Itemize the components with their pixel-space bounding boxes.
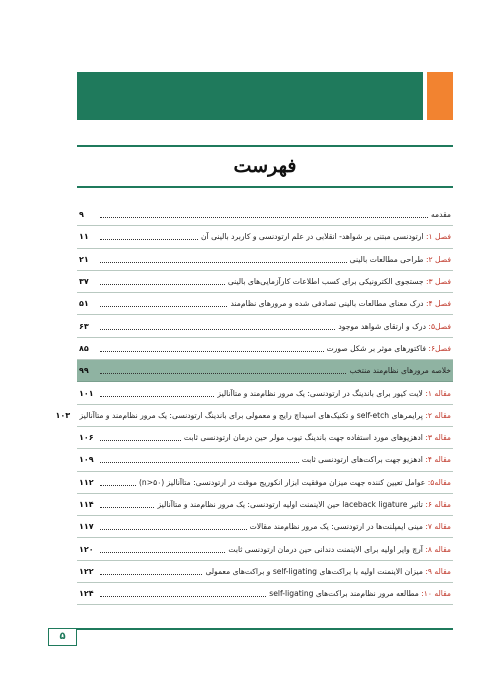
toc-entry-title: ادهزیو جهت براکت‌های ارتودنسی ثابت [301, 455, 426, 465]
toc-entry-prefix: مقاله ۱: [425, 388, 451, 398]
toc-entry[interactable] [55, 405, 453, 427]
footer-rule [77, 628, 453, 630]
toc-leader-dots [100, 345, 324, 352]
toc-entry-label [350, 255, 451, 264]
toc-entry-label [217, 389, 451, 398]
toc-entry-prefix: فصل ۲: [425, 254, 451, 264]
toc-page-number: ۵۱ [79, 299, 89, 309]
header-accent-block [427, 72, 453, 120]
toc-entry-title: خلاصه مرورهای نظام‌مند منتخب [349, 366, 451, 376]
toc-entry[interactable] [77, 427, 453, 449]
toc-entry-label [302, 455, 451, 464]
header-banner [77, 72, 423, 120]
table-of-contents [55, 204, 453, 605]
toc-entry-title: مینی ایمپلنت‌ها در ارتودنسی: یک مرور نظام‌مند مقالات [249, 522, 426, 532]
toc-entry[interactable] [77, 360, 453, 382]
toc-entry-prefix: مقاله ۳: [425, 433, 451, 443]
toc-entry-title: ارتودنسی مبتنی بر شواهد- انقلابی در علم ارتودنسی و کاربرد بالینی آن [200, 232, 426, 242]
toc-entry-title: مقدمه [430, 210, 451, 220]
toc-page-number: ۳۷ [79, 277, 89, 287]
toc-entry[interactable] [77, 538, 453, 560]
toc-page-number: ۱۰۳ [55, 410, 71, 420]
title-rule-top [77, 145, 453, 147]
toc-entry-label [228, 545, 451, 554]
toc-leader-dots [100, 434, 181, 441]
toc-leader-dots [100, 590, 266, 597]
page-title: فهرست [233, 155, 297, 177]
title-rule-bottom [77, 186, 453, 188]
toc-entry[interactable] [77, 583, 453, 605]
toc-entry-title: فاکتورهای موثر بر شکل صورت [326, 343, 429, 353]
toc-page-number: ۱۰۱ [79, 388, 94, 398]
toc-entry[interactable] [77, 315, 453, 337]
toc-page-number: ۱۱۷ [79, 522, 94, 532]
toc-entry-label [338, 322, 451, 331]
toc-entry-title: آرچ وایر اولیه برای الاینمنت دندانی حین درمان ارتودنسی ثابت [228, 544, 426, 554]
toc-leader-dots [100, 300, 227, 307]
toc-page-number: ۱۰۹ [79, 455, 94, 465]
toc-page-number: ۱۰۶ [79, 433, 94, 443]
toc-entry[interactable] [77, 204, 453, 226]
toc-entry[interactable] [77, 561, 453, 583]
toc-entry-label [157, 500, 451, 509]
toc-entry-prefix: فصل۵: [428, 321, 451, 331]
toc-page-number: ۸۵ [79, 343, 89, 353]
toc-leader-dots [100, 233, 198, 240]
toc-entry-title: مطالعه مرور نظام‌مند براکت‌های self-ligating [269, 589, 422, 599]
toc-entry-label [228, 277, 451, 286]
toc-entry-prefix: فصل ۴: [425, 299, 451, 309]
toc-leader-dots [100, 256, 347, 263]
toc-page-number: ۱۲۴ [79, 589, 94, 599]
toc-leader-dots [100, 479, 136, 486]
toc-entry-prefix: مقاله ۸: [425, 544, 451, 554]
toc-entry-prefix: مقاله ۶: [425, 500, 451, 509]
toc-entry-label [269, 589, 451, 598]
toc-entry-prefix: فصل ۳: [425, 277, 451, 287]
toc-entry[interactable] [77, 382, 453, 404]
toc-entry-prefix: فصل۶: [428, 343, 451, 353]
toc-entry-label [184, 433, 451, 442]
toc-entry-title: میزان الاینمنت اولیه با براکت‌های self-ligating و براکت‌های معمولی [205, 566, 426, 576]
toc-page-number: ۱۱ [79, 232, 89, 242]
toc-entry[interactable] [77, 494, 453, 516]
toc-page-number: ۱۲۰ [79, 544, 94, 554]
toc-page-number: ۱۱۲ [79, 477, 94, 487]
page-number: ۵ [48, 628, 77, 646]
toc-entry[interactable] [77, 449, 453, 471]
toc-entry[interactable] [77, 516, 453, 538]
toc-entry-label [139, 478, 451, 487]
toc-leader-dots [100, 501, 154, 508]
toc-entry-title: عوامل تعیین کننده جهت میزان موفقیت ابزار انکوریج موقت در ارتودنسی: متاآنالیز (۵۰<n) [138, 477, 428, 487]
toc-entry-title: درک معنای مطالعات بالینی تصادفی شده و مرورهای نظام‌مند [230, 299, 426, 309]
toc-entry-title: تاثیر laceback ligature حین الاینمنت اولیه ارتودنسی: یک مرور نظام‌مند و متاآنالیز [157, 500, 426, 509]
toc-page-number: ۲۱ [79, 254, 89, 264]
toc-entry-label [79, 411, 451, 420]
toc-entry-prefix: مقاله ۱۰: [421, 589, 451, 599]
toc-leader-dots [100, 568, 202, 575]
toc-entry-prefix: مقاله ۴: [425, 455, 451, 465]
toc-page-number: ۱۲۲ [79, 566, 94, 576]
toc-leader-dots [100, 211, 428, 218]
toc-leader-dots [100, 456, 299, 463]
toc-entry-label [349, 366, 451, 375]
toc-entry-prefix: مقاله ۷: [425, 522, 451, 532]
toc-entry-label [431, 210, 451, 219]
toc-entry-label [205, 567, 451, 576]
toc-page-number: ۶۳ [79, 321, 89, 331]
toc-entry-label [201, 232, 451, 241]
toc-entry-label [230, 299, 451, 308]
toc-page-number: ۹ [79, 210, 84, 220]
toc-entry-title: پرایمرهای self-etch و تکنیک‌های اسیداچ رایج و معمولی برای باندینگ ارتودنسی: یک مرور نظام‌مند و متاآنالیز [79, 410, 426, 420]
toc-entry-title: لایت کیور برای باندینگ در ارتودنسی: یک مرور نظام‌مند و متاآنالیز [217, 388, 426, 398]
toc-page-number: ۱۱۴ [79, 500, 94, 509]
toc-entry[interactable] [77, 249, 453, 271]
toc-leader-dots [100, 278, 225, 285]
toc-leader-dots [100, 367, 346, 374]
toc-entry-title: جستجوی الکترونیکی برای کسب اطلاعات کارآزمایی‌های بالینی [227, 277, 426, 287]
toc-entry[interactable] [77, 271, 453, 293]
toc-page-number: ۹۹ [79, 366, 89, 376]
toc-entry-prefix: مقاله۵: [427, 477, 451, 487]
toc-entry-prefix: مقاله ۹: [425, 566, 451, 576]
toc-entry-label [327, 344, 452, 353]
toc-entry[interactable] [77, 293, 453, 315]
toc-entry[interactable] [77, 472, 453, 494]
toc-leader-dots [100, 546, 225, 553]
toc-entry-prefix: فصل ۱: [425, 232, 451, 242]
toc-entry-title: ادهزیوهای مورد استفاده جهت باندینگ تیوب مولر حین درمان ارتودنسی ثابت [183, 433, 426, 443]
toc-entry-label [250, 522, 451, 531]
toc-entry[interactable] [77, 226, 453, 248]
toc-leader-dots [100, 323, 335, 330]
toc-entry[interactable] [77, 338, 453, 360]
toc-entry-title: طراحی مطالعات بالینی [349, 254, 426, 264]
toc-entry-prefix: مقاله ۲: [425, 410, 451, 420]
toc-leader-dots [100, 390, 214, 397]
toc-entry-title: درک و ارتقای شواهد موجود [338, 321, 429, 331]
toc-leader-dots [100, 523, 247, 530]
